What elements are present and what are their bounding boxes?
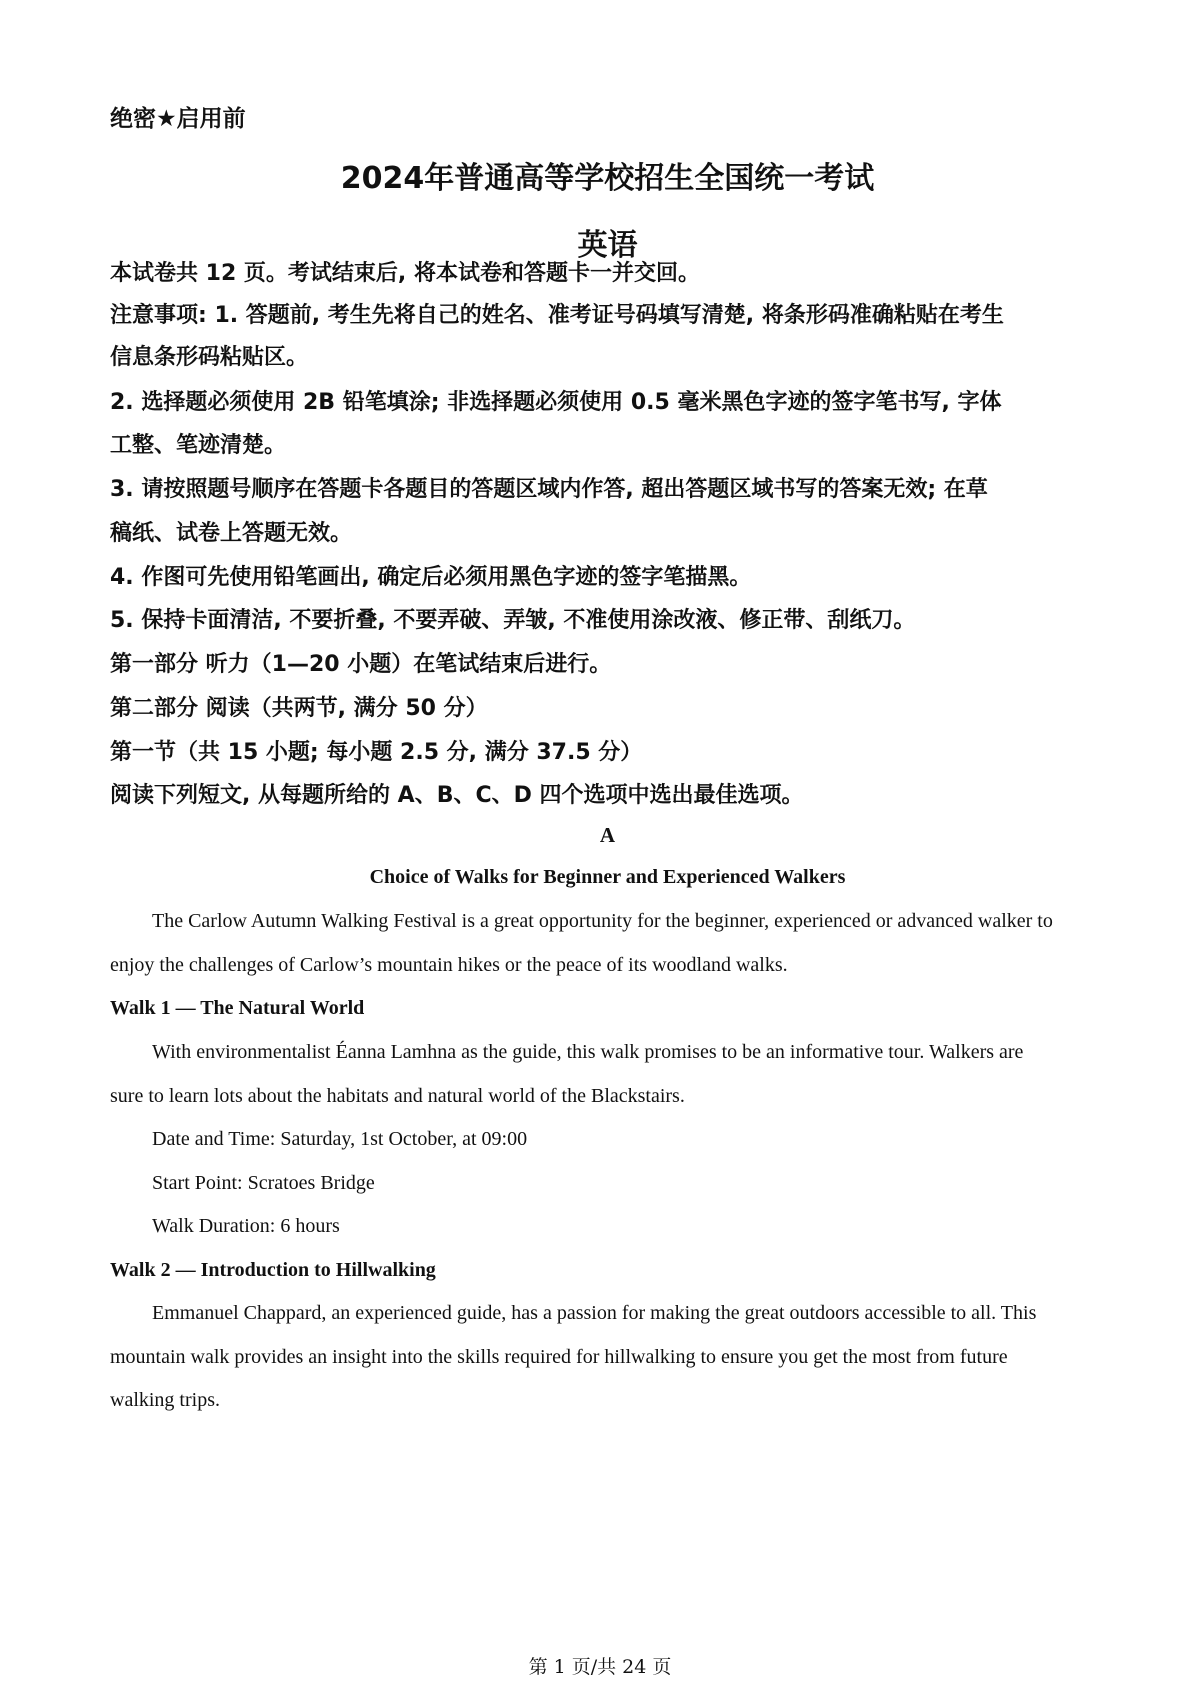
walk-1-date: Date and Time: Saturday, 1st October, at 09:00 xyxy=(152,1128,528,1150)
subject-title: 英语 xyxy=(577,228,638,263)
page-indicator: 第 1 页/共 24 页 xyxy=(528,1656,672,1678)
reading-directions: 阅读下列短文, 从每题所给的 A、B、C、D 四个选项中选出最佳选项。 xyxy=(110,783,804,808)
note-2-line-2: 工整、笔迹清楚。 xyxy=(110,433,287,458)
note-4: 4. 作图可先使用铅笔画出, 确定后必须用黑色字迹的签字笔描黑。 xyxy=(110,565,752,590)
walk-2-desc-line-2: mountain walk provides an insight into the skills required for hillwalking to ensure you get the most from future xyxy=(110,1346,1008,1368)
note-2-line-1: 2. 选择题必须使用 2B 铅笔填涂; 非选择题必须使用 0.5 毫米黑色字迹的签字笔书写, 字体 xyxy=(110,390,1002,415)
part-1-heading: 第一部分 听力（1—20 小题）在笔试结束后进行。 xyxy=(110,652,612,677)
walk-2-heading: Walk 2 — Introduction to Hillwalking xyxy=(110,1259,436,1281)
note-1-line-1: 注意事项: 1. 答题前, 考生先将自己的姓名、准考证号码填写清楚, 将条形码准确粘贴在考生 xyxy=(110,303,1004,328)
passage-title: Choice of Walks for Beginner and Experienced Walkers xyxy=(369,866,846,888)
walk-2-desc-line-3: walking trips. xyxy=(110,1389,220,1411)
walk-1-duration: Walk Duration: 6 hours xyxy=(152,1215,340,1237)
note-3-line-1: 3. 请按照题号顺序在答题卡各题目的答题区域内作答, 超出答题区域书写的答案无效; 在草 xyxy=(110,477,988,502)
confidential-label: 绝密★启用前 xyxy=(110,106,246,132)
intro-text: 本试卷共 12 页。考试结束后, 将本试卷和答题卡一并交回。 xyxy=(110,261,700,286)
passage-letter: A xyxy=(599,823,616,847)
note-3-line-2: 稿纸、试卷上答题无效。 xyxy=(110,521,353,546)
part-2-heading: 第二部分 阅读（共两节, 满分 50 分） xyxy=(110,696,488,721)
passage-intro-line-1: The Carlow Autumn Walking Festival is a great opportunity for the beginner, experienced or advanced walker to xyxy=(152,910,1053,932)
passage-intro-line-2: enjoy the challenges of Carlow’s mountain hikes or the peace of its woodland walks. xyxy=(110,954,788,976)
walk-2-desc-line-1: Emmanuel Chappard, an experienced guide, has a passion for making the great outdoors accessible to all. This xyxy=(152,1302,1037,1324)
walk-1-desc-line-1: With environmentalist Éanna Lamhna as the guide, this walk promises to be an informative tour. Walkers are xyxy=(152,1041,1024,1063)
note-1-line-2: 信息条形码粘贴区。 xyxy=(110,345,309,370)
section-1-heading: 第一节（共 15 小题; 每小题 2.5 分, 满分 37.5 分） xyxy=(110,740,643,765)
exam-title: 2024年普通高等学校招生全国统一考试 xyxy=(340,161,875,196)
walk-1-heading: Walk 1 — The Natural World xyxy=(110,997,365,1019)
note-5: 5. 保持卡面清洁, 不要折叠, 不要弄破、弄皱, 不准使用涂改液、修正带、刮纸刀。 xyxy=(110,608,916,633)
walk-1-desc-line-2: sure to learn lots about the habitats and natural world of the Blackstairs. xyxy=(110,1085,685,1107)
walk-1-start-point: Start Point: Scratoes Bridge xyxy=(152,1172,375,1194)
